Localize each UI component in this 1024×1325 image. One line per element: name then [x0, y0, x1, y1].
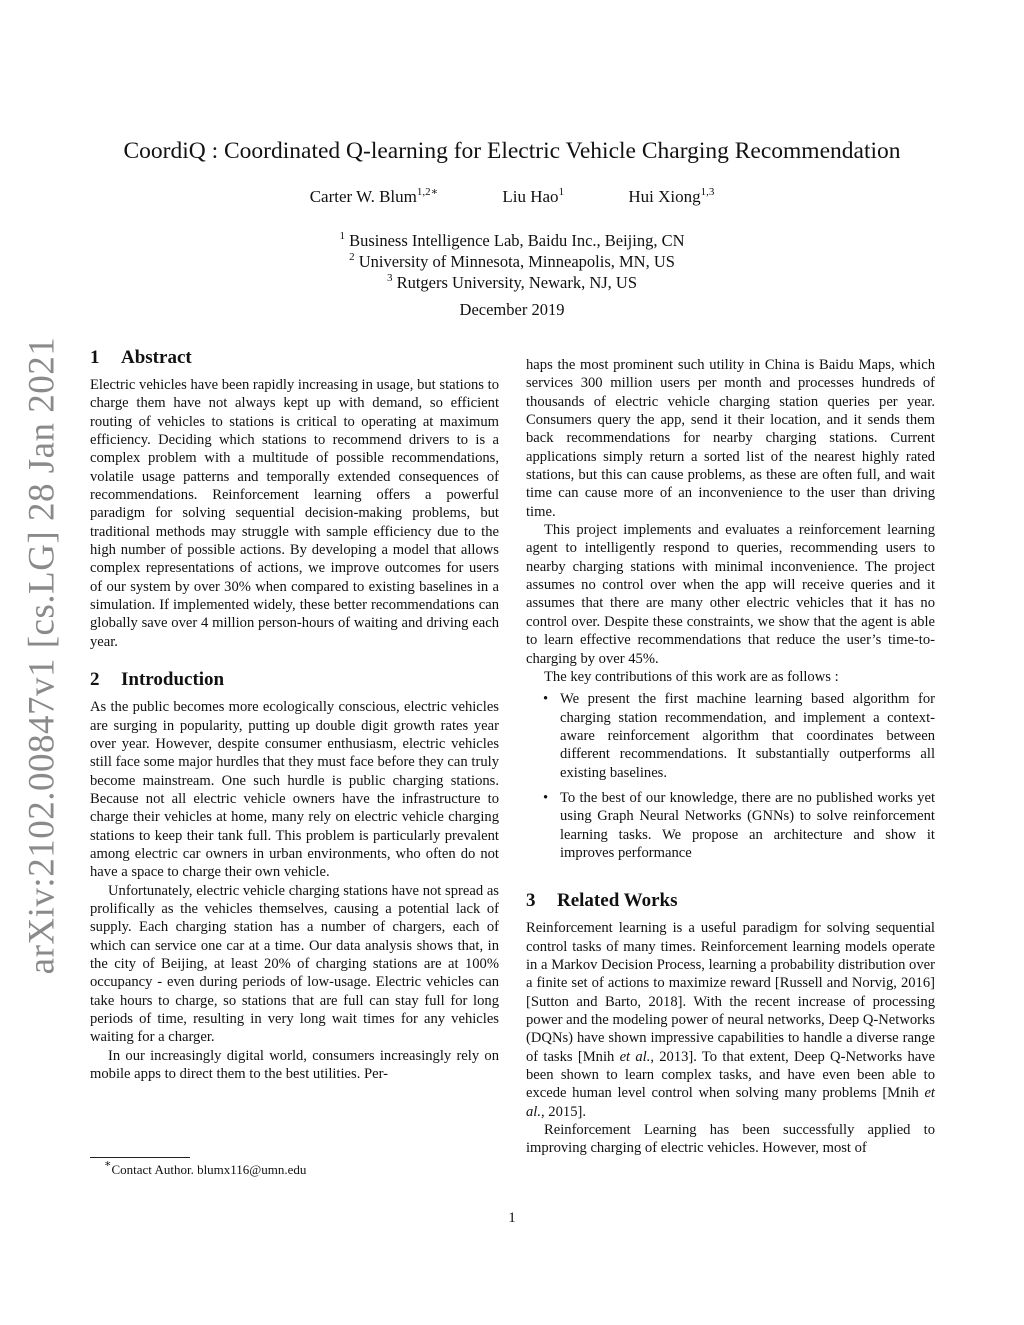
affiliation-mark: 1: [339, 230, 345, 242]
related-paragraph-2: Reinforcement Learning has been successfully applied to improving charging of electric vehicles. However, most of: [526, 1122, 935, 1157]
author: [628, 187, 714, 207]
author: [310, 187, 438, 207]
arxiv-identifier-stamp: [2, 336, 82, 974]
intro-paragraph-2: Unfortunately, electric vehicle charging stations have not spread as prolifically as the vehicles themselves, causing a potential lack of supply. Each charging station has a number of chargers, each of which can service one car at a time. Our data analysis shows that, in the city of Beijing, at least 20% of charging stations are at 100% occupancy - even during periods of low-usage. Electric vehicles can take hours to charge, so stations that are full can stay full for long periods of time, resulting in very long wait times for any vehicles waiting for a charger.: [90, 882, 499, 1046]
section-title: Abstract: [121, 347, 192, 368]
author-name: Liu Hao: [502, 187, 559, 206]
intro-paragraph-5: The key contributions of this work are as follows :: [544, 668, 839, 685]
affiliation-mark: 3: [386, 272, 393, 284]
paper-title: CoordiQ : Coordinated Q-learning for Electric Vehicle Charging Recommendation: [123, 138, 901, 164]
affiliation: [0, 230, 1024, 251]
bullet-icon: •: [543, 789, 549, 806]
contributions-list: [526, 690, 935, 862]
affiliation-text: Business Intelligence Lab, Baidu Inc., Beijing, CN: [344, 231, 685, 250]
right-column: [526, 356, 935, 1158]
left-column: [90, 346, 499, 1083]
section-number: 3: [526, 890, 536, 912]
intro-paragraph-3: In our increasingly digital world, consumers increasingly rely on mobile apps to direct them to the best utilities. Per-: [90, 1047, 499, 1083]
affiliation-list: [0, 230, 1024, 293]
list-item: [543, 789, 935, 862]
author-name: Carter W. Blum: [309, 187, 417, 206]
related-text: Reinforcement learning is a useful paradigm for solving sequential control tasks of many times. Reinforcement learning models operate in a Markov Decision Process, learning a probability distribution over a finite set of actions to maximize reward [Russell and Norvig, 2016][Sutton and Barto, 2018]. With the recent increase of processing power and the modeling power of neural networks, Deep Q-Networks (DQNs) have shown impressive capabilities to handle a diverse range of tasks [Mnih: [526, 920, 935, 1065]
section-title: Introduction: [121, 669, 225, 691]
arxiv-id-text: arXiv:2102.00847v1 [cs.LG] 28 Jan 2021: [21, 336, 63, 974]
affiliation-mark: 2: [349, 251, 355, 263]
paper-date: December 2019: [459, 300, 565, 319]
intro-paragraph-4: This project implements and evaluates a reinforcement learning agent to intelligently respond to queries, recommending users to nearby charging stations with minimal inconvenience. The project assumes no control over when the app will receive queries and it assumes that there are many other electric vehicles that it has no control over. Despite these constraints, we show that the agent is able to learn effective recommendations that reduce the user’s time-to-charging by over 45%.: [526, 522, 935, 667]
section-number: 1: [90, 347, 100, 368]
section-number: 2: [90, 669, 100, 691]
section-heading-related-works: [526, 889, 935, 913]
author-affil-mark: 1,2∗: [416, 186, 439, 198]
section-title: Related Works: [557, 890, 678, 912]
affiliation-text: Rutgers University, Newark, NJ, US: [392, 273, 638, 292]
abstract-paragraph: Electric vehicles have been rapidly increasing in usage, but stations to charge them have not always kept up with demand, so efficient routing of vehicles to stations is critical to operating at maximum efficiency. Deciding which stations to recommend drivers to is a complex problem with a multitude of possible recommendations, volatile usage patterns and temporally extended consequences of recommendations. Reinforcement learning offers a powerful paradigm for solving sequential decision-making problems, but traditional methods may struggle with sample efficiency due to the high number of possible actions. By developing a model that allows complex representations of actions, we improve outcomes for users of our system by over 30% when compared to existing baselines in a simulation. If implemented widely, these better recommendations can globally save over 4 million person-hours of waiting and driving each year.: [90, 377, 499, 650]
footnote-mark: ∗: [104, 1158, 112, 1170]
intro-paragraph-3-continued: haps the most prominent such utility in China is Baidu Maps, which services 300 million users per month and processes hundreds of thousands of electric vehicle charging station queries per year. Consumers query the app, send it their location, and it sends them back recommendations for nearby charging stations. Current applications simply return a sorted list of the nearest highly rated stations, but this can cause problems, as these are often full, and wait time can cause more of an inconvenience to the user than driving time.: [526, 357, 935, 520]
author-list: [0, 187, 1024, 207]
bullet-icon: •: [543, 691, 549, 708]
contribution-text: We present the first machine learning based algorithm for charging station recommendation, and implement a context-aware reinforcement algorithm that coordinates between different recommendations. It substantially outperforms all existing baselines.: [560, 691, 935, 781]
author-name: Hui Xiong: [628, 187, 701, 206]
footnote: [104, 1158, 307, 1178]
section-heading-introduction: [90, 668, 499, 692]
related-text: , 2013]. To that extent, Deep Q-Networks have been shown to learn complex tasks, and have even been able to excede human level control when solving many problems [Mnih: [526, 1048, 935, 1102]
related-paragraph-1: [526, 919, 935, 1121]
affiliation: [0, 272, 1024, 293]
footnote-text: Contact Author. blumx116@umn.edu: [111, 1162, 307, 1177]
affiliation-text: University of Minnesota, Minneapolis, MN, US: [354, 252, 675, 271]
list-item: [543, 690, 935, 782]
author: [502, 187, 564, 207]
contribution-text: To the best of our knowledge, there are no published works yet using Graph Neural Networks (GNNs) to solve reinforcement learning tasks. We propose an architecture and show it improves performance: [560, 789, 935, 861]
intro-paragraph-1: As the public becomes more ecologically conscious, electric vehicles are surging in popularity, putting up double digit growth rates year over year. However, despite consumer enthusiasm, electric vehicles still face some major hurdles that they must face before they can truly become mainstream. One such hurdle is public charging stations. Because not all electric vehicle owners have the infrastructure to charge their vehicles at home, many rely on electric vehicle charging stations to keep their tank full. This problem is particularly prevalent among electric car owners in urban environments, who often do not have a space to charge their own vehicle.: [90, 699, 499, 881]
page-number: 1: [508, 1210, 516, 1226]
citation-etal: et al.: [526, 1085, 935, 1120]
author-affil-mark: 1: [558, 186, 565, 198]
citation-etal: et al.: [619, 1048, 651, 1065]
affiliation: [0, 251, 1024, 272]
section-heading-abstract: [90, 346, 499, 370]
related-text: , 2015].: [541, 1103, 586, 1120]
author-affil-mark: 1,3: [700, 186, 715, 198]
